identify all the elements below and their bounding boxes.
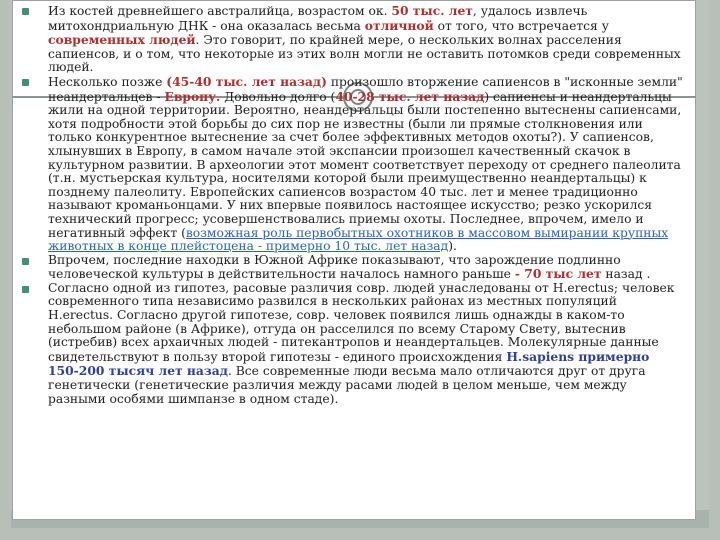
highlighted-text: (45-40 тыс. лет назад) (166, 73, 327, 89)
bullet-square-icon (22, 286, 29, 293)
body-text: Несколько позже (48, 74, 167, 89)
body-text: Довольно долго ( (220, 89, 336, 104)
highlighted-text: H.sapiens примерно 150-200 тысяч лет назад (48, 348, 650, 379)
body-text: , удалось извлечь митохондриальную ДНК - она оказалась весьма (48, 4, 588, 33)
body-text: ) сапиенсы и неандертальцы жили на одной территории. Вероятно, неандертальцы были постепенно вытеснены сапиенсами, хотя подробности этой борьбы до сих пор не известны (были ли прямые столкновения или только конкурентное вытеснение за счет более эффективных методов охоты?). У сапиенсов, хлынувших в Европу, в самом начале этой экспансии произошел качественный скачок в культурном развитии. В археологии этот момент соответствует переходу от среднего палеолита (т.н. мустьерская культура, носителями которой были преимущественно неандертальцы) к позднему палеолиту. Европейских сапиенсов возрастом 40 тыс. лет и менее традиционно называют кроманьонцами. У них впервые появилось настоящее искусство; резко ускорился технический прогресс; усовершенствовались приемы охоты. Последнее, впрочем, имело и негативный эффект ( (48, 89, 682, 240)
body-text: Согласно одной из гипотез, расовые различия совр. людей унаследованы от H.erectus; человек современного типа независимо развился в нескольких районах из местных популяций H.erectus. Согласно другой гипотезе, совр. человек появился лишь однажды в каком-то небольшом районе (в Африке), отгуда он расселился по всему Старому Свету, вытеснив (истребив) всех архаичных людей - питекантропов и неандертальцев. Молекулярные данные свидетельствуют в пользу второй гипотезы - единого происхождения (48, 280, 675, 364)
highlighted-text: Европу. (164, 88, 221, 104)
bullet-point-2 (18, 75, 684, 254)
bullet-list (18, 4, 684, 406)
body-text: Впрочем, последние находки в Южной Африке показывают, что зарождение подлинно человеческой культуры в действительности началось намного раньше (48, 252, 621, 282)
highlighted-text: 50 тыс. лет (391, 3, 473, 18)
highlighted-text: отличной (364, 17, 434, 33)
highlighted-text: 40-28 тыс. лет назад (335, 88, 485, 104)
highlighted-text: - 70 тыс лет (514, 266, 602, 282)
body-text: назад . (601, 267, 651, 282)
highlighted-text: современных людей (48, 32, 196, 48)
bullet-point-4 (18, 282, 684, 406)
body-text: . Это говорит, по крайней мере, о нескольких волнах расселения сапиенсов, и о том, что некоторые из этих волн могли не оставить потомков среди современных людей. (48, 33, 681, 75)
body-text: произошло вторжение сапиенсов в "исконные земли" неандертальцев - (48, 74, 683, 104)
body-text: . Все современные люди весьма мало отличаются друг от друга генетически (генетические различия между расами людей в целом меньше, чем между разными особями шимпанзе в одном стаде). (48, 364, 646, 406)
bullet-square-icon (22, 258, 29, 265)
bullet-point-3 (18, 254, 684, 282)
body-text: ). (448, 239, 457, 254)
text-link[interactable]: возможная роль первобытных охотников в массовом вымирании крупных животных в конце плейстоцена - примерно 10 тыс. лет назад (48, 225, 669, 254)
bullet-square-icon (22, 79, 29, 86)
bullet-square-icon (22, 8, 29, 15)
body-text: от того, что встречается у (433, 18, 609, 33)
bullet-point-1 (18, 4, 684, 75)
body-text: Из костей древнейшего австралийца, возрастом ок. (48, 4, 392, 18)
